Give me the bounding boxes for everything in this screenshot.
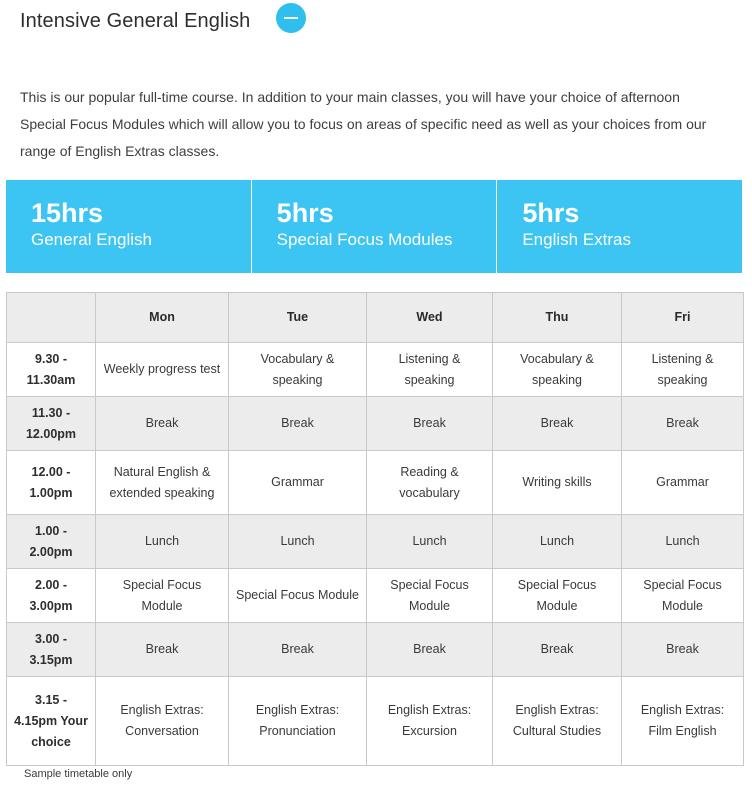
hours-label: English Extras — [522, 230, 632, 249]
timetable-cell: Listening & speaking — [367, 343, 493, 397]
day-header: Thu — [493, 293, 622, 343]
timetable-cell: Break — [622, 397, 744, 451]
table-row — [7, 451, 744, 515]
time-slot-cell: 2.00 - 3.00pm — [7, 569, 96, 623]
timetable-cell: Break — [96, 623, 229, 677]
timetable-cell: Special Focus Module — [622, 569, 744, 623]
hours-value: 5hrs — [522, 198, 580, 228]
hours-english-extras — [496, 180, 742, 273]
hours-general-english — [6, 180, 251, 273]
timetable-cell: Lunch — [229, 515, 367, 569]
timetable-cell: Lunch — [96, 515, 229, 569]
timetable-cell: Special Focus Module — [493, 569, 622, 623]
timetable-cell: Grammar — [622, 451, 744, 515]
timetable-cell: Lunch — [367, 515, 493, 569]
time-slot-cell: 11.30 - 12.00pm — [7, 397, 96, 451]
course-description: This is our popular full-time course. In addition to your main classes, you will have your choice of afternoon Special Focus Modules which will allow you to focus on areas of specific need as well as your choices from our range of English Extras classes. — [20, 89, 707, 159]
hours-value: 5hrs — [276, 198, 334, 228]
section-title: Intensive General English — [20, 9, 251, 32]
timetable-cell: English Extras: Conversation — [96, 677, 229, 766]
time-slot-cell: 12.00 - 1.00pm — [7, 451, 96, 515]
timetable-cell: Lunch — [493, 515, 622, 569]
hours-label: Special Focus Modules — [276, 230, 453, 249]
timetable-cell: Weekly progress test — [96, 343, 229, 397]
collapse-toggle-button[interactable] — [276, 3, 306, 33]
table-row — [7, 677, 744, 766]
time-slot-cell: 9.30 - 11.30am — [7, 343, 96, 397]
time-slot-cell: 3.00 - 3.15pm — [7, 623, 96, 677]
day-header: Fri — [622, 293, 744, 343]
hours-special-focus — [251, 180, 497, 273]
timetable-cell: Break — [367, 397, 493, 451]
day-header: Wed — [367, 293, 493, 343]
hours-value: 15hrs — [31, 198, 104, 228]
hours-label: General English — [31, 230, 152, 249]
timetable-cell: Natural English & extended speaking — [96, 451, 229, 515]
table-row — [7, 569, 744, 623]
timetable-cell: Break — [493, 397, 622, 451]
time-slot-cell: 1.00 - 2.00pm — [7, 515, 96, 569]
timetable-cell: Vocabulary & speaking — [229, 343, 367, 397]
timetable-cell: Writing skills — [493, 451, 622, 515]
table-row — [7, 397, 744, 451]
timetable-cell: Reading & vocabulary — [367, 451, 493, 515]
timetable — [6, 292, 744, 766]
timetable-cell: Break — [622, 623, 744, 677]
timetable-cell: Special Focus Module — [229, 569, 367, 623]
table-row — [7, 515, 744, 569]
section-header — [20, 4, 250, 38]
minus-icon — [284, 17, 298, 19]
table-row — [7, 623, 744, 677]
footnote: Sample timetable only — [24, 768, 133, 780]
timetable-cell: Special Focus Module — [96, 569, 229, 623]
timetable-cell: Break — [96, 397, 229, 451]
timetable-cell: Special Focus Module — [367, 569, 493, 623]
timetable-corner-cell — [7, 293, 96, 343]
timetable-cell: Break — [229, 397, 367, 451]
time-slot-cell: 3.15 - 4.15pm Your choice — [7, 677, 96, 766]
timetable-cell: Grammar — [229, 451, 367, 515]
day-header: Tue — [229, 293, 367, 343]
timetable-cell: Break — [367, 623, 493, 677]
timetable-cell: Break — [493, 623, 622, 677]
hours-banner — [6, 180, 742, 273]
timetable-cell: Lunch — [622, 515, 744, 569]
day-header: Mon — [96, 293, 229, 343]
timetable-cell: English Extras: Cultural Studies — [493, 677, 622, 766]
timetable-cell: Vocabulary & speaking — [493, 343, 622, 397]
timetable-cell: English Extras: Excursion — [367, 677, 493, 766]
timetable-cell: Listening & speaking — [622, 343, 744, 397]
timetable-cell: Break — [229, 623, 367, 677]
timetable-header-row — [7, 293, 744, 343]
table-row — [7, 343, 744, 397]
timetable-cell: English Extras: Film English — [622, 677, 744, 766]
timetable-cell: English Extras: Pronunciation — [229, 677, 367, 766]
